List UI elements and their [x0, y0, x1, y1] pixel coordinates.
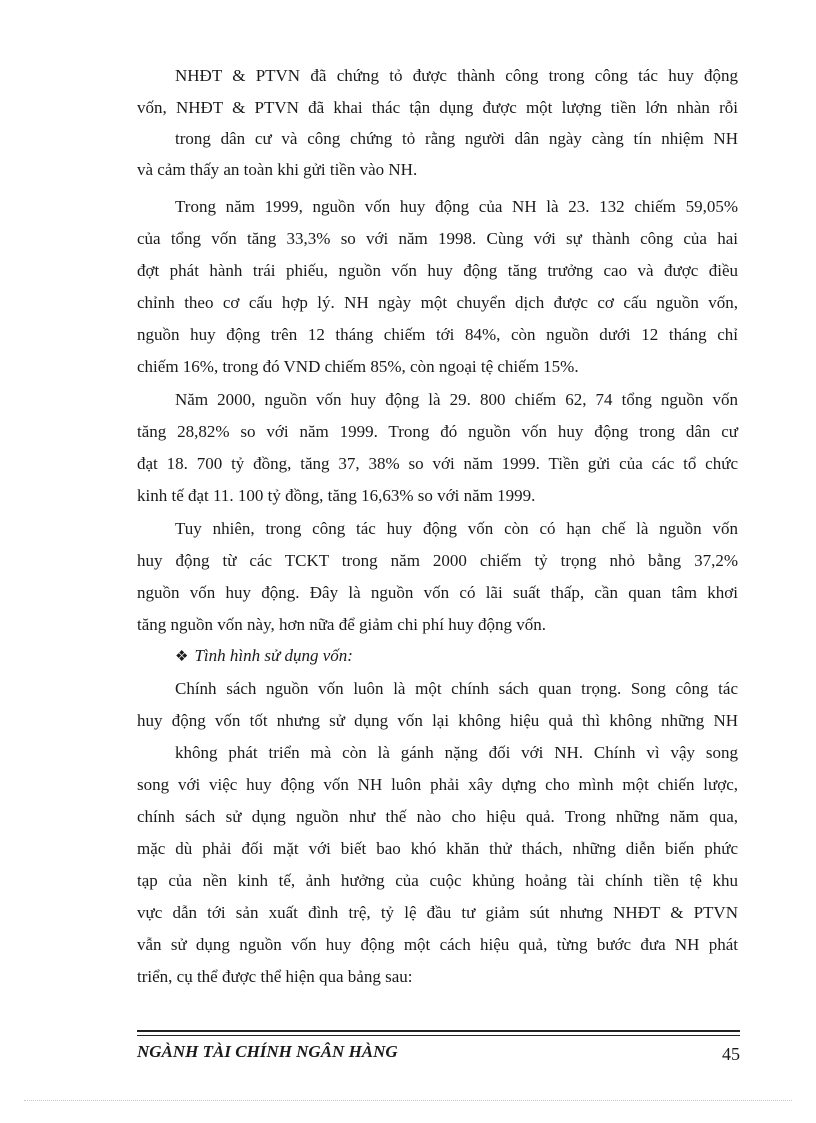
paragraph-line: kinh tế đạt 11. 100 tỷ đồng, tăng 16,63% so với năm 1999.: [137, 486, 536, 505]
footer-rule-thin: [137, 1035, 740, 1036]
paragraph-line: Trong năm 1999, nguồn vốn huy động của NH là 23. 132 chiếm 59,05%: [175, 197, 738, 216]
paragraph-line: nguồn huy động trên 12 tháng chiếm tới 84%, còn nguồn dưới 12 tháng chỉ: [137, 325, 738, 344]
paragraph-line: đạt 18. 700 tỷ đồng, tăng 37, 38% so với năm 1999. Tiền gửi của các tổ chức: [137, 454, 738, 473]
page-number: 45: [722, 1044, 740, 1064]
paragraph-line: chính sách sử dụng nguồn như thế nào cho hiệu quả. Trong những năm qua,: [137, 807, 738, 826]
paragraph-line: NHĐT & PTVN đã chứng tỏ được thành công trong công tác huy động: [175, 66, 738, 85]
page-edge-divider: [24, 1100, 792, 1101]
paragraph-line: Chính sách nguồn vốn luôn là một chính sách quan trọng. Song công tác: [175, 679, 738, 698]
footer-rule-thick: [137, 1030, 740, 1032]
paragraph-line: Tuy nhiên, trong công tác huy động vốn còn có hạn chế là nguồn vốn: [175, 519, 738, 538]
paragraph-line: trong dân cư và công chứng tỏ rằng người dân ngày càng tín nhiệm NH: [175, 129, 738, 148]
paragraph-line: huy động vốn tốt nhưng sử dụng vốn lại không hiệu quả thì không những NH: [137, 711, 738, 730]
paragraph-line: tạp của nền kinh tế, ảnh hưởng của cuộc khủng hoảng tài chính tiền tệ khu: [137, 871, 738, 890]
footer-title: NGÀNH TÀI CHÍNH NGÂN HÀNG: [137, 1042, 398, 1061]
paragraph-line: vẫn sử dụng nguồn vốn huy động một cách hiệu quả, từng bước đưa NH phát: [137, 935, 738, 954]
paragraph-line: tăng nguồn vốn này, hơn nữa để giảm chi phí huy động vốn.: [137, 615, 546, 634]
section-heading: [175, 646, 353, 667]
diamond-bullet-icon: ❖: [175, 649, 189, 665]
paragraph-line: không phát triển mà còn là gánh nặng đối với NH. Chính vì vậy song: [175, 743, 738, 762]
paragraph-line: Năm 2000, nguồn vốn huy động là 29. 800 chiếm 62, 74 tổng nguồn vốn: [175, 390, 738, 409]
paragraph-line: chỉnh theo cơ cấu hợp lý. NH ngày một chuyển dịch được cơ cấu nguồn vốn,: [137, 293, 738, 312]
paragraph-line: chiếm 16%, trong đó VND chiếm 85%, còn ngoại tệ chiếm 15%.: [137, 357, 579, 376]
paragraph-line: vực dẫn tới sản xuất đình trệ, tỷ lệ đầu tư giảm sút nhưng NHĐT & PTVN: [137, 903, 738, 922]
paragraph-line: huy động từ các TCKT trong năm 2000 chiếm tỷ trọng nhỏ bằng 37,2%: [137, 551, 738, 570]
paragraph-line: nguồn vốn huy động. Đây là nguồn vốn có lãi suất thấp, cần quan tâm khơi: [137, 583, 738, 602]
paragraph-line: vốn, NHĐT & PTVN đã khai thác tận dụng được một lượng tiền lớn nhàn rỗi: [137, 98, 738, 117]
paragraph-line: song với việc huy động vốn NH luôn phải xây dựng cho mình một chiến lược,: [137, 775, 738, 794]
paragraph-line: tăng 28,82% so với năm 1999. Trong đó nguồn vốn huy động trong dân cư: [137, 422, 738, 441]
section-heading-text: Tình hình sử dụng vốn:: [194, 646, 353, 665]
paragraph-line: triển, cụ thể được thể hiện qua bảng sau:: [137, 967, 413, 986]
paragraph-line: và cảm thấy an toàn khi gửi tiền vào NH.: [137, 160, 418, 179]
paragraph-line: của tổng vốn tăng 33,3% so với năm 1998. Cùng với sự thành công của hai: [137, 229, 738, 248]
paragraph-line: đợt phát hành trái phiếu, nguồn vốn huy động tăng trưởng cao và được điều: [137, 261, 738, 280]
paragraph-line: mặc dù phải đối mặt với biết bao khó khăn thử thách, những diễn biến phức: [137, 839, 738, 858]
